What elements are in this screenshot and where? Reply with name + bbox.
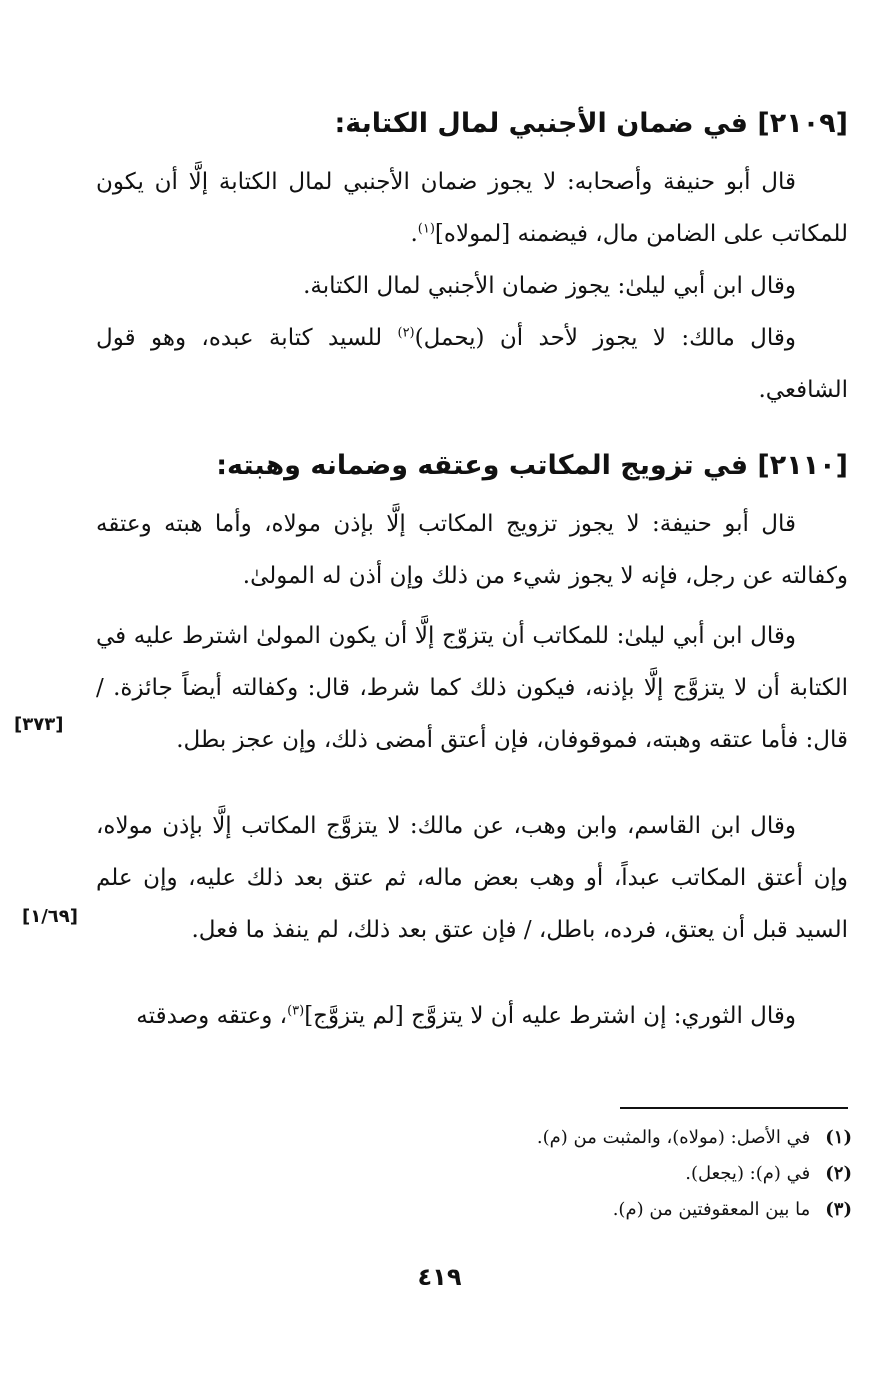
paragraph: وقال ابن أبي ليلىٰ: يجوز ضمان الأجنبي لمال الكتابة. — [303, 273, 796, 299]
margin-folio-marker: [٣٧٣] — [14, 714, 64, 735]
section-heading-2110: [٢١١٠] في تزويج المكاتب وعتقه وضمانه وهبته: — [216, 450, 848, 481]
footnote-ref: (١) — [417, 221, 435, 237]
paragraph: وقال ابن القاسم، وابن وهب، عن مالك: لا يتزوَّج المكاتب إلَّا بإذن مولاه، وإن أعتق المكاتب عبداً، أو وهب بعض ماله، ثم عتق بعد ذلك عليه، وإن علم السيد قبل أن يعتق، فرده، باطل، / فإن عتق بعد ذلك، لم ينفذ ما فعل. — [96, 813, 848, 943]
footnote-item: (٢) في (م): (يجعل). — [685, 1163, 852, 1184]
paragraph: وقال ابن أبي ليلىٰ: للمكاتب أن يتزوّج إلَّا أن يكون المولىٰ اشترط عليه في الكتابة أن لا يتزوَّج إلَّا بإذنه، فيكون ذلك كما شرط، قال: وكفالته أيضاً جائزة. / قال: فأما عتقه وهبته، فموقوفان، فإن أعتق أمضى ذلك، وإن عجز بطل. — [96, 623, 848, 753]
footnote-item: (٣) ما بين المعقوفتين من (م). — [612, 1199, 852, 1220]
footnote-ref: (٣) — [287, 1003, 305, 1019]
footnote-divider — [620, 1107, 848, 1109]
footnotes — [200, 1120, 852, 1228]
paragraph: قال أبو حنيفة وأصحابه: لا يجوز ضمان الأجنبي لمال الكتابة إلَّا أن يكون للمكاتب على الضامن مال، فيضمنه [لمولاه]$^{(١)}$. — [96, 169, 848, 247]
page-number: ٤١٩ — [417, 1263, 462, 1291]
footnote-item: (١) في الأصل: (مولاه)، والمثبت من (م). — [536, 1127, 852, 1148]
paragraph: قال أبو حنيفة: لا يجوز تزويج المكاتب إلَّا بإذن مولاه، وأما هبته وعتقه وكفالته عن رجل، فإنه لا يجوز شيء من ذلك وإن أذن له المولىٰ. — [96, 511, 848, 589]
paragraph: وقال مالك: لا يجوز لأحد أن (يحمل)$^{(٢)}$ للسيد كتابة عبده، وهو قول الشافعي. — [96, 325, 848, 403]
section-heading-2109: [٢١٠٩] في ضمان الأجنبي لمال الكتابة: — [334, 108, 848, 139]
paragraph: وقال الثوري: إن اشترط عليه أن لا يتزوَّج [لم يتزوَّج]$^{(٣)}$، وعتقه وصدقته — [136, 1003, 796, 1029]
footnote-ref: (٢) — [397, 325, 415, 341]
margin-folio-marker: [١/٦٩] — [22, 906, 79, 927]
